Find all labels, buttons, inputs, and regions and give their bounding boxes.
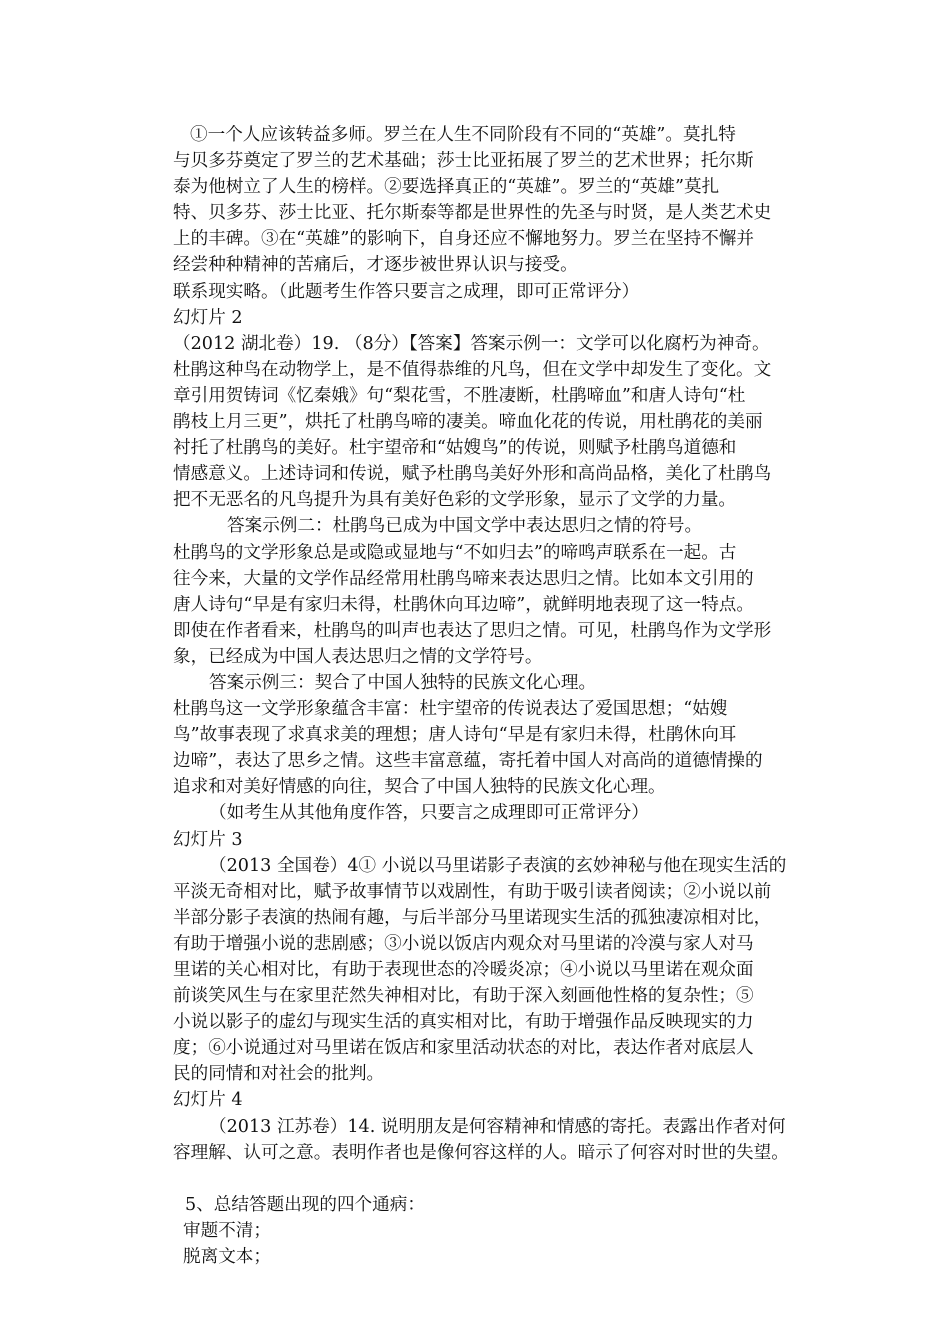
text-line: 杜鹃这种鸟在动物学上，是不值得恭维的凡鸟，但在文学中却发生了变化。文 xyxy=(173,359,772,380)
slide-heading: 幻灯片 3 xyxy=(173,829,243,850)
text-line: 与贝多芬奠定了罗兰的艺术基础；莎士比亚拓展了罗兰的艺术世界；托尔斯 xyxy=(173,151,754,172)
text-line: 往今来，大量的文学作品经常用杜鹃鸟啼来表达思归之情。比如本文引用的 xyxy=(173,568,754,589)
text-line: 联系现实略。（此题考生作答只要言之成理，即可正常评分） xyxy=(173,281,640,302)
text-line: 杜鹃鸟这一文学形象蕴含丰富：杜宇望帝的传说表达了爱国思想；“姑嫂 xyxy=(173,699,728,720)
text-line: 上的丰碑。③在“英雄”的影响下，自身还应不懈地努力。罗兰在坚持不懈并 xyxy=(173,229,754,250)
text-line: 答案示例三：契合了中国人独特的民族文化心理。 xyxy=(209,672,597,693)
section-heading: 5、总结答题出现的四个通病： xyxy=(185,1194,425,1215)
text-line: 情感意义。上述诗词和传说，赋予杜鹃鸟美好外形和高尚品格，美化了杜鹃鸟 xyxy=(173,464,772,485)
text-line: 边啼”，表达了思乡之情。这些丰富意蕴，寄托着中国人对高尚的道德情操的 xyxy=(173,751,763,772)
text-line: 泰为他树立了人生的榜样。②要选择真正的“英雄”。罗兰的“英雄”莫扎 xyxy=(173,177,720,198)
text-line: 即使在作者看来，杜鹃鸟的叫声也表达了思归之情。可见，杜鹃鸟作为文学形 xyxy=(173,620,772,641)
text-line: 经尝种种精神的苦痛后，才逐步被世界认识与接受。 xyxy=(173,255,578,276)
text-line: （2012 湖北卷）19. （8分）【答案】答案示例一：文学可以化腐朽为神奇。 xyxy=(173,333,770,354)
spacer xyxy=(173,1166,813,1192)
text-line: （如考生从其他角度作答，只要言之成理即可正常评分） xyxy=(209,803,649,824)
text-line: 杜鹃鸟的文学形象总是或隐或显地与“不如归去”的啼鸣声联系在一起。古 xyxy=(173,542,737,563)
text-line: 唐人诗句“早是有家归未得，杜鹃休向耳边啼”，就鲜明地表现了这一特点。 xyxy=(173,594,754,615)
text-line: 半部分影子表演的热闹有趣，与后半部分马里诺现实生活的孤独凄凉相对比， xyxy=(173,907,772,928)
text-line: 象，已经成为中国人表达思归之情的文学符号。 xyxy=(173,646,543,667)
text-line: 章引用贺铸词《忆秦娥》句“梨花雪，不胜凄断，杜鹃啼血”和唐人诗句“杜 xyxy=(173,385,746,406)
list-item: 审题不清； xyxy=(183,1220,271,1241)
text-line: 追求和对美好情感的向往，契合了中国人独特的民族文化心理。 xyxy=(173,777,666,798)
document-body xyxy=(173,122,813,1270)
text-line: 鸟”故事表现了求真求美的理想；唐人诗句“早是有家归未得，杜鹃休向耳 xyxy=(173,725,737,746)
text-line: 衬托了杜鹃鸟的美好。杜宇望帝和“姑嫂鸟”的传说，则赋予杜鹃鸟道德和 xyxy=(173,438,737,459)
slide-heading: 幻灯片 2 xyxy=(173,307,243,328)
text-line: 把不无恶名的凡鸟提升为具有美好色彩的文学形象，显示了文学的力量。 xyxy=(173,490,737,511)
text-line: ①一个人应该转益多师。罗兰在人生不同阶段有不同的“英雄”。莫扎特 xyxy=(190,125,736,145)
text-line: 容理解、认可之意。表明作者也是像何容这样的人。暗示了何容对时世的失望。 xyxy=(173,1142,789,1163)
text-line: 民的同情和对社会的批判。 xyxy=(173,1064,385,1085)
text-line: 鹃枝上月三更”，烘托了杜鹃鸟啼的凄美。啼血化花的传说，用杜鹃花的美丽 xyxy=(173,412,763,433)
text-line: （2013 全国卷）4① 小说以马里诺影子表演的玄妙神秘与他在现实生活的 xyxy=(209,855,787,876)
text-line: 特、贝多芬、莎士比亚、托尔斯泰等都是世界性的先圣与时贤，是人类艺术史 xyxy=(173,203,772,224)
text-line: 前谈笑风生与在家里茫然失神相对比，有助于深入刻画他性格的复杂性；⑤ xyxy=(173,986,754,1007)
text-line: 平淡无奇相对比，赋予故事情节以戏剧性，有助于吸引读者阅读；②小说以前 xyxy=(173,881,772,902)
text-line: 有助于增强小说的悲剧感；③小说以饭店内观众对马里诺的冷漠与家人对马 xyxy=(173,933,754,954)
list-item: 脱离文本； xyxy=(183,1246,271,1267)
text-line: 答案示例二：杜鹃鸟已成为中国文学中表达思归之情的符号。 xyxy=(227,516,703,537)
text-line: 里诺的关心相对比，有助于表现世态的冷暖炎凉；④小说以马里诺在观众面 xyxy=(173,960,754,980)
text-line: 小说以影子的虚幻与现实生活的真实相对比，有助于增强作品反映现实的力 xyxy=(173,1012,754,1033)
slide-heading: 幻灯片 4 xyxy=(173,1090,243,1111)
text-line: 度；⑥小说通过对马里诺在饭店和家里活动状态的对比，表达作者对底层人 xyxy=(173,1038,754,1059)
text-line: （2013 江苏卷）14. 说明朋友是何容精神和情感的寄托。表露出作者对何 xyxy=(209,1116,786,1137)
